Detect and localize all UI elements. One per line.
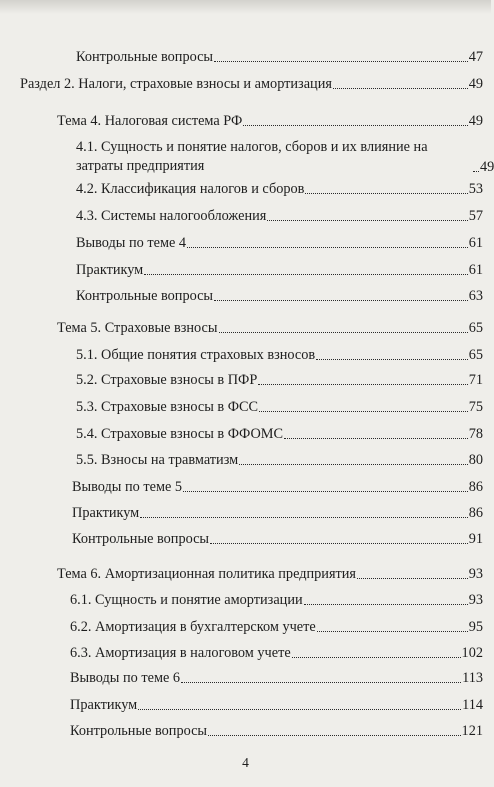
toc-entry-page: 113: [462, 670, 483, 686]
toc-entry-page: 49: [468, 113, 483, 129]
toc-entry-conclusions-4: [76, 235, 483, 252]
toc-entry-page: 121: [461, 723, 483, 739]
toc-entry-title: Тема 4. Налоговая система РФ: [57, 113, 243, 129]
toc-entry-page: 61: [468, 235, 483, 251]
leader-dots: [210, 543, 468, 544]
leader-dots: [214, 300, 468, 301]
toc-entry-page: 86: [468, 479, 483, 495]
toc-entry-title: 5.3. Страховые взносы в ФСС: [76, 399, 259, 415]
toc-entry-title: Выводы по теме 5: [72, 479, 183, 495]
toc-entry-title: Контрольные вопросы: [72, 531, 210, 547]
leader-dots: [284, 438, 468, 439]
toc-entry-control-questions-4: [76, 288, 483, 305]
toc-entry-title: Тема 6. Амортизационная политика предприятия: [57, 566, 356, 582]
toc-entry-title: Практикум: [76, 262, 144, 278]
toc-entry-title: Контрольные вопросы: [76, 49, 214, 65]
toc-entry-page: 102: [461, 645, 483, 661]
toc-entry-page: 49: [480, 159, 494, 175]
leader-dots: [304, 604, 468, 605]
toc-entry-control-questions-1: [76, 49, 483, 66]
toc-entry-5-1: [76, 347, 483, 364]
toc-entry-page: 86: [468, 505, 483, 521]
leader-dots: [187, 247, 468, 248]
toc-entry-title: 6.2. Амортизация в бухгалтерском учете: [70, 619, 316, 635]
leader-dots: [219, 332, 468, 333]
toc-entry-title: 5.1. Общие понятия страховых взносов: [76, 347, 316, 363]
leader-dots: [333, 88, 468, 89]
toc-entry-6-2: [70, 619, 483, 636]
leader-dots: [181, 682, 461, 683]
leader-dots: [239, 464, 468, 465]
toc-entry-page: 65: [468, 320, 483, 336]
leader-dots: [258, 384, 467, 385]
toc-entry-4-2: [76, 181, 483, 198]
leader-dots: [183, 491, 468, 492]
toc-entry-page: 47: [468, 49, 483, 65]
toc-entry-practicum-4: [76, 262, 483, 279]
toc-entry-page: 93: [468, 592, 483, 608]
toc-entry-page: 95: [468, 619, 483, 635]
leader-dots: [305, 193, 467, 194]
toc-entry-topic-6: [57, 566, 483, 583]
toc-entry-page: 61: [468, 262, 483, 278]
leader-dots: [316, 359, 468, 360]
toc-entry-title: 4.3. Системы налогообложения: [76, 208, 267, 224]
toc-entry-5-4: [76, 426, 483, 443]
toc-entry-page: 53: [468, 181, 483, 197]
toc-entry-title: 6.1. Сущность и понятие амортизации: [70, 592, 303, 608]
leader-dots: [473, 171, 479, 172]
leader-dots: [267, 220, 467, 221]
toc-entry-title: Контрольные вопросы: [70, 723, 208, 739]
toc-entry-page: 49: [468, 76, 483, 92]
toc-entry-page: 65: [468, 347, 483, 363]
toc-entry-page: 71: [468, 372, 483, 388]
toc-entry-title: 4.2. Классификация налогов и сборов: [76, 181, 305, 197]
leader-dots: [259, 411, 468, 412]
leader-dots: [357, 578, 468, 579]
toc-entry-section-2: [20, 76, 483, 93]
toc-entry-conclusions-6: [70, 670, 483, 687]
toc-entry-title: 5.4. Страховые взносы в ФФОМС: [76, 426, 284, 442]
toc-entry-5-3: [76, 399, 483, 416]
toc-entry-control-questions-5: [72, 531, 483, 548]
leader-dots: [144, 274, 467, 275]
page-number: 4: [242, 755, 249, 770]
toc-entry-title: 4.1. Сущность и понятие налогов, сборов и их влияние на затраты предприятия: [76, 139, 428, 174]
leader-dots: [140, 517, 467, 518]
toc-entry-6-1: [70, 592, 483, 609]
toc-entry-4-1: [76, 138, 494, 176]
toc-entry-title: Контрольные вопросы: [76, 288, 214, 304]
leader-dots: [214, 61, 468, 62]
toc-entry-practicum-6: [70, 697, 483, 714]
toc-entry-title: 5.2. Страховые взносы в ПФР: [76, 372, 258, 388]
toc-entry-title: 6.3. Амортизация в налоговом учете: [70, 645, 291, 661]
toc-entry-page: 63: [468, 288, 483, 304]
toc-entry-title: 5.5. Взносы на травматизм: [76, 452, 239, 468]
toc-entry-page: 91: [468, 531, 483, 547]
toc-entry-practicum-5: [72, 505, 483, 522]
toc-entry-page: 80: [468, 452, 483, 468]
toc-entry-title: Выводы по теме 6: [70, 670, 181, 686]
toc-entry-topic-4: [57, 113, 483, 130]
toc-entry-page: 93: [468, 566, 483, 582]
toc-entry-title: Тема 5. Страховые взносы: [57, 320, 218, 336]
toc-entry-control-questions-6: [70, 723, 483, 740]
toc-entry-title: Раздел 2. Налоги, страховые взносы и амортизация: [20, 76, 332, 92]
toc-entry-topic-5: [57, 320, 483, 337]
toc-entry-4-3: [76, 208, 483, 225]
toc-entry-5-5: [76, 452, 483, 469]
leader-dots: [138, 709, 461, 710]
toc-entry-page: 57: [468, 208, 483, 224]
toc-entry-page: 78: [468, 426, 483, 442]
leader-dots: [317, 631, 468, 632]
toc-entry-title: Практикум: [72, 505, 140, 521]
toc-entry-title: Выводы по теме 4: [76, 235, 187, 251]
toc-entry-conclusions-5: [72, 479, 483, 496]
toc-entry-page: 114: [462, 697, 483, 713]
toc-entry-title: Практикум: [70, 697, 138, 713]
leader-dots: [208, 735, 461, 736]
toc-entry-page: 75: [468, 399, 483, 415]
leader-dots: [243, 125, 467, 126]
toc-entry-6-3: [70, 645, 483, 662]
leader-dots: [292, 657, 461, 658]
page-top-shadow: [0, 0, 491, 14]
toc-entry-5-2: [76, 372, 483, 389]
